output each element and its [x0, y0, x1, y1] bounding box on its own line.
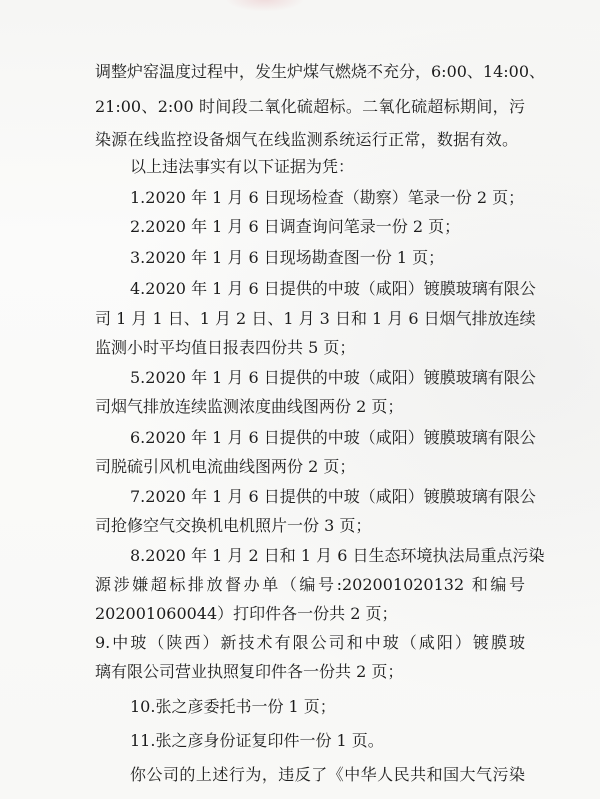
text-line: 202001060044）打印件各一份共 2 页； [95, 604, 398, 623]
text-line: 司抢修空气交换机电机照片一份 3 页； [95, 516, 372, 535]
text-line: 2.2020 年 1 月 6 日调查询问笔录一份 2 页； [130, 217, 461, 236]
text-line: 4.2020 年 1 月 6 日提供的中玻（咸阳）镀膜玻璃有限公 [130, 279, 536, 298]
text-line: 9.中玻（陕西）新技术有限公司和中玻（咸阳）镀膜玻 [95, 633, 525, 652]
text-line: 染源在线监控设备烟气在线监测系统运行正常，数据有效。 [95, 130, 518, 149]
text-line: 8.2020 年 1 月 2 日和 1 月 6 日生态环境执法局重点污染 [130, 546, 545, 565]
text-line: 调整炉窑温度过程中，发生炉煤气燃烧不充分，6:00、14:00、 [95, 62, 546, 81]
text-line: 5.2020 年 1 月 6 日提供的中玻（咸阳）镀膜玻璃有限公 [130, 368, 536, 387]
text-line: 21:00、2:00 时间段二氧化硫超标。二氧化硫超标期间，污 [95, 97, 525, 116]
text-line: 11.张之彦身份证复印件一份 1 页。 [130, 731, 384, 750]
seal-bleed-through-mark [225, 0, 305, 12]
text-line: 璃有限公司营业执照复印件各一份共 2 页； [95, 662, 404, 681]
text-line: 司 1 月 1 日、1 月 2 日、1 月 3 日和 1 月 6 日烟气排放连续 [95, 309, 536, 328]
text-line: 监测小时平均值日报表四份共 5 页； [95, 338, 356, 357]
text-line: 3.2020 年 1 月 6 日现场勘查图一份 1 页； [130, 248, 445, 267]
text-line: 司烟气排放连续监测浓度曲线图两份 2 页； [95, 397, 404, 416]
text-line: 你公司的上述行为，违反了《中华人民共和国大气污染 [130, 765, 525, 784]
text-line: 6.2020 年 1 月 6 日提供的中玻（咸阳）镀膜玻璃有限公 [130, 428, 536, 447]
text-line: 以上违法事实有以下证据为凭： [130, 157, 355, 176]
text-line: 源涉嫌超标排放督办单（编号:202001020132 和编号 [95, 575, 525, 594]
text-line: 7.2020 年 1 月 6 日提供的中玻（咸阳）镀膜玻璃有限公 [130, 487, 536, 506]
text-line: 10.张之彦委托书一份 1 页； [130, 697, 336, 716]
text-line: 司脱硫引风机电流曲线图两份 2 页； [95, 457, 356, 476]
text-line: 1.2020 年 1 月 6 日现场检查（勘察）笔录一份 2 页； [130, 188, 525, 207]
